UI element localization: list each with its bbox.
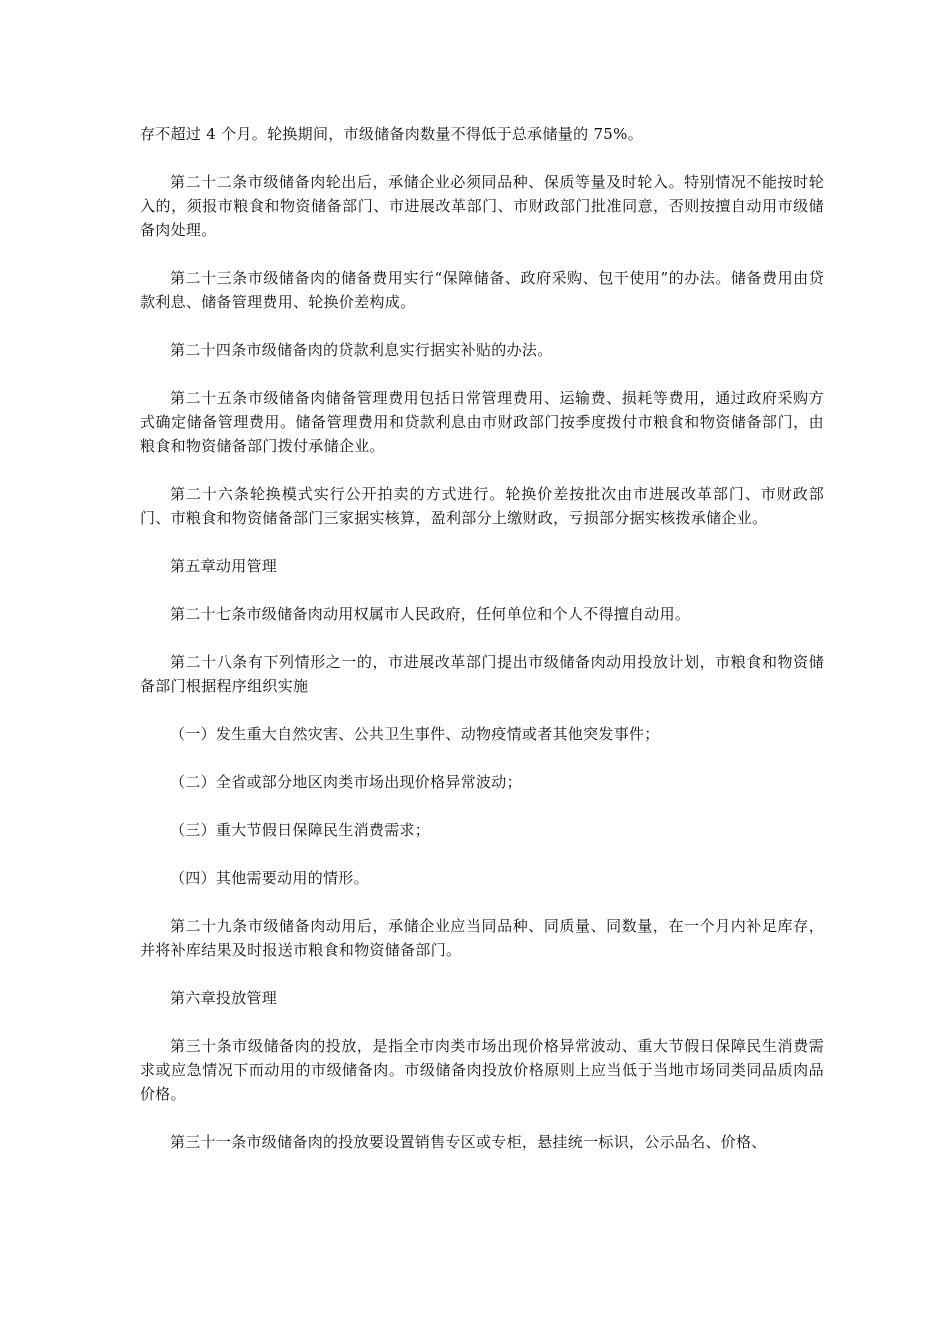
article-30: 第三十条市级储备肉的投放，是指全市肉类市场出现价格异常波动、重大节假日保障民生消费需求或应急情况下而动用的市级储备肉。市级储备肉投放价格原则上应当低于当地市场同类同品质肉品价格。 — [140, 1037, 824, 1103]
article-25: 第二十五条市级储备肉储备管理费用包括日常管理费用、运输费、损耗等费用，通过政府采购方式确定储备管理费用。储备管理费用和贷款利息由市财政部门按季度拨付市粮食和物资储备部门，由粮食和物资储备部门拨付承储企业。 — [140, 389, 824, 455]
article-28: 第二十八条有下列情形之一的，市进展改革部门提出市级储备肉动用投放计划，市粮食和物资储备部门根据程序组织实施 — [140, 653, 824, 695]
article-31: 第三十一条市级储备肉的投放要设置销售专区或专柜，悬挂统一标识，公示品名、价格、 — [170, 1133, 767, 1151]
article-24: 第二十四条市级储备肉的贷款利息实行据实补贴的办法。 — [170, 341, 553, 359]
list-item-1: （一）发生重大自然灾害、公共卫生事件、动物疫情或者其他突发事件； — [170, 725, 660, 743]
paragraph-continuation: 存不超过 4 个月。轮换期间，市级储备肉数量不得低于总承储量的 75%。 — [140, 125, 643, 143]
list-item-3: （三）重大节假日保障民生消费需求； — [170, 821, 431, 839]
article-22: 第二十二条市级储备肉轮出后，承储企业必须同品种、保质等量及时轮入。特别情况不能按时轮入的，须报市粮食和物资储备部门、市进展改革部门、市财政部门批准同意，否则按擅自动用市级储备肉处理。 — [140, 173, 824, 239]
article-29: 第二十九条市级储备肉动用后，承储企业应当同品种、同质量、同数量，在一个月内补足库存，并将补库结果及时报送市粮食和物资储备部门。 — [140, 917, 824, 959]
chapter-5-heading: 第五章动用管理 — [170, 557, 278, 575]
document-body — [140, 122, 824, 1178]
article-23: 第二十三条市级储备肉的储备费用实行“保障储备、政府采购、包干使用”的办法。储备费用由贷款利息、储备管理费用、轮换价差构成。 — [140, 269, 824, 311]
list-item-2: （二）全省或部分地区肉类市场出现价格异常波动； — [170, 773, 522, 791]
article-27: 第二十七条市级储备肉动用权属市人民政府，任何单位和个人不得擅自动用。 — [170, 605, 691, 623]
list-item-4: （四）其他需要动用的情形。 — [170, 869, 369, 887]
article-26: 第二十六条轮换模式实行公开拍卖的方式进行。轮换价差按批次由市进展改革部门、市财政部门、市粮食和物资储备部门三家据实核算，盈利部分上缴财政，亏损部分据实核拨承储企业。 — [140, 485, 824, 527]
chapter-6-heading: 第六章投放管理 — [170, 989, 278, 1007]
